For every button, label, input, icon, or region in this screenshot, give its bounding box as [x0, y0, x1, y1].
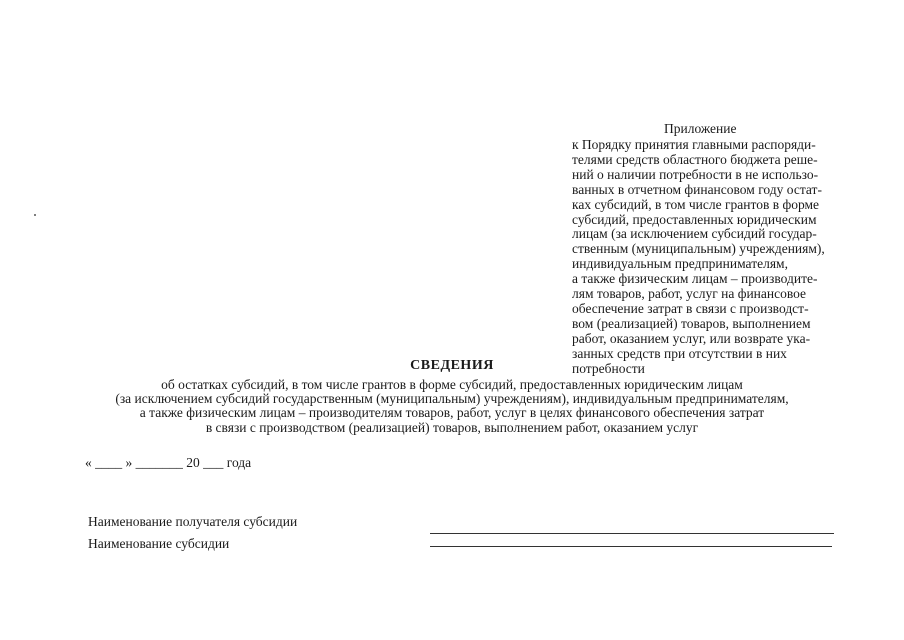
appendix-line: телями средств областного бюджета реше-	[572, 151, 818, 167]
appendix-line: занных средств при отсутствии в них	[572, 345, 787, 361]
appendix-line: ках субсидий, в том числе грантов в форме	[572, 196, 820, 212]
appendix-line: ванных в отчетном финансовом году остат-	[572, 181, 822, 197]
appendix-line: вом (реализацией) товаров, выполнением	[572, 315, 811, 331]
appendix-line: лицам (за исключением субсидий государ-	[572, 226, 817, 242]
subtitle-line: об остатках субсидий, в том числе грантов в форме субсидий, предоставленных юридическим лицам	[161, 377, 743, 392]
appendix-text	[572, 138, 842, 377]
appendix-line: к Порядку принятия главными распоряди-	[572, 137, 816, 152]
document-subtitle	[0, 378, 904, 435]
subtitle-line: (за исключением субсидий государственным (муниципальным) учреждениям), индивидуальным предпринимателям,	[115, 391, 789, 407]
appendix-line: лям товаров, работ, услуг на финансовое	[572, 286, 807, 302]
recipient-field-line	[430, 533, 834, 534]
appendix-line: а также физическим лицам – производите-	[572, 271, 818, 287]
subtitle-line: в связи с производством (реализацией) товаров, выполнением работ, оказанием услуг	[205, 419, 699, 435]
appendix-line: потребности	[572, 360, 645, 376]
recipient-label: Наименование получателя субсидии	[88, 514, 298, 529]
subsidy-field-line	[430, 546, 832, 547]
appendix-line: субсидий, предоставленных юридическим	[572, 211, 817, 227]
appendix-title: Приложение	[664, 121, 737, 136]
appendix-line: ственным (муниципальным) учреждениям),	[572, 241, 825, 257]
document-heading: СВЕДЕНИЯ	[410, 358, 494, 373]
subsidy-label: Наименование субсидии	[88, 536, 230, 551]
appendix-line: ний о наличии потребности в не использо-	[572, 166, 819, 182]
subtitle-line: а также физическим лицам – производителям товаров, работ, услуг в целях финансового обеспечения затрат	[139, 405, 765, 421]
scan-speck	[34, 214, 36, 216]
appendix-line: индивидуальным предпринимателям,	[572, 256, 788, 272]
date-line: « ____ » _______ 20 ___ года	[85, 455, 252, 470]
appendix-line: работ, оказанием услуг, или возврате ука-	[572, 330, 811, 346]
appendix-line: обеспечение затрат в связи с производст-	[572, 300, 809, 316]
